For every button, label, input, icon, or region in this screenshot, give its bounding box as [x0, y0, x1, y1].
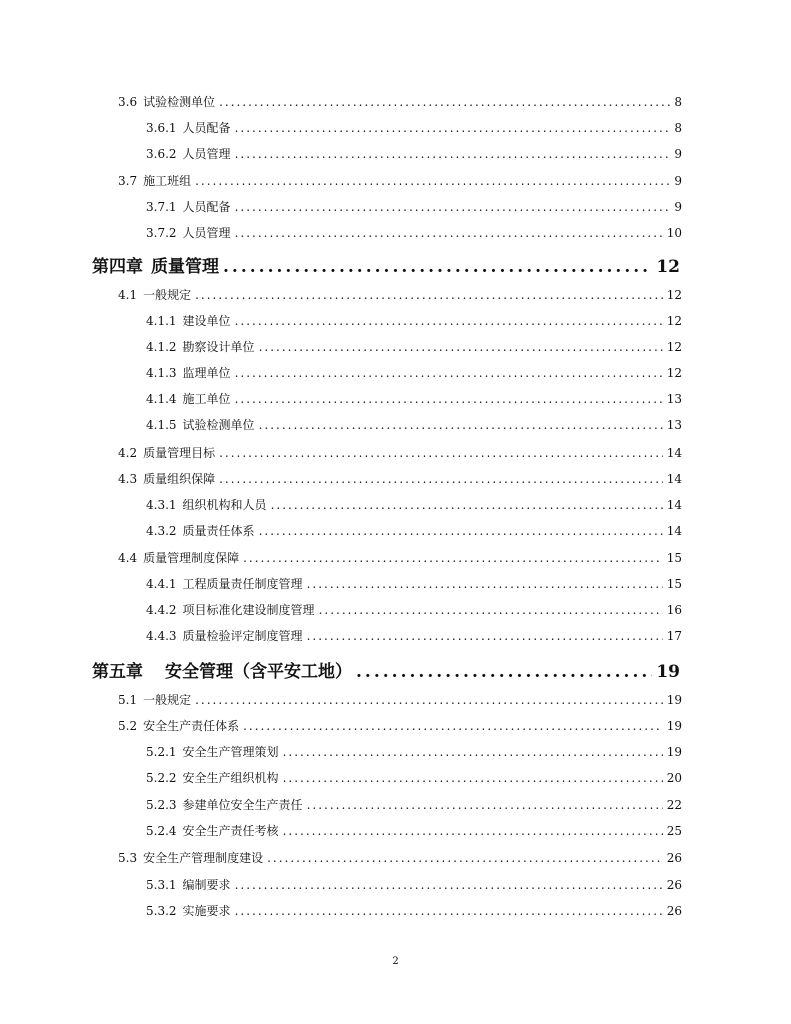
toc-entry-number: 5.3	[118, 851, 138, 865]
toc-entry-title: 质量管理	[151, 257, 219, 277]
toc-entry-number: 5.2.2	[146, 771, 177, 785]
toc-entry-number: 第五章	[92, 662, 143, 682]
toc-entry-page: 14	[666, 524, 682, 538]
toc-entry-page: 12	[656, 257, 680, 277]
toc-entry-page: 17	[666, 629, 682, 643]
toc-entry-title: 人员配备	[182, 121, 231, 135]
toc-entry-title: 人员配备	[182, 200, 231, 214]
toc-entry-title: 安全管理（含平安工地）	[165, 662, 352, 682]
toc-entry-page: 15	[666, 577, 682, 591]
toc-entry-title: 工程质量责任制度管理	[182, 577, 303, 591]
toc-entry[interactable]	[146, 796, 682, 813]
toc-leader-dots	[283, 771, 663, 785]
toc-entry-number: 3.7	[118, 174, 138, 188]
toc-entry-title: 质量组织保障	[143, 472, 216, 486]
toc-entry-page: 9	[674, 174, 682, 188]
toc-entry-number: 4.1.4	[146, 392, 177, 406]
toc-leader-dots	[356, 662, 652, 682]
toc-entry-title: 质量责任体系	[182, 524, 255, 538]
toc-entry[interactable]	[118, 286, 682, 303]
toc-entry-title: 监理单位	[182, 366, 231, 380]
toc-entry-number: 4.4.1	[146, 577, 177, 591]
toc-leader-dots	[219, 95, 670, 109]
toc-entry[interactable]	[146, 312, 682, 329]
toc-entry-title: 项目标准化建设制度管理	[182, 603, 315, 617]
toc-leader-dots	[195, 288, 663, 302]
toc-entry-title: 质量管理制度保障	[143, 551, 240, 565]
toc-entry[interactable]	[118, 470, 682, 487]
toc-entry-page: 26	[666, 904, 682, 918]
toc-entry-title: 人员管理	[182, 147, 231, 161]
toc-leader-dots	[259, 340, 663, 354]
toc-entry-page: 22	[666, 798, 682, 812]
toc-entry[interactable]	[146, 145, 682, 162]
toc-entry-page: 19	[666, 745, 682, 759]
toc-entry-number: 3.6.2	[146, 147, 177, 161]
toc-leader-dots	[235, 392, 663, 406]
toc-entry-title: 安全生产管理制度建设	[143, 851, 264, 865]
toc-entry-title: 施工班组	[143, 174, 192, 188]
toc-entry-page: 20	[666, 771, 682, 785]
toc-leader-dots	[243, 551, 663, 565]
toc-leader-dots	[235, 314, 663, 328]
page-number: 2	[392, 956, 399, 967]
toc-entry-number: 4.2	[118, 446, 138, 460]
toc-entry-title: 建设单位	[182, 314, 231, 328]
toc-entry-page: 13	[666, 392, 682, 406]
toc-leader-dots	[267, 851, 663, 865]
toc-entry-page: 19	[666, 719, 682, 733]
toc-entry[interactable]	[146, 416, 682, 433]
toc-leader-dots	[235, 200, 671, 214]
toc-leader-dots	[195, 693, 663, 707]
toc-entry-page: 16	[666, 603, 682, 617]
toc-entry[interactable]	[118, 444, 682, 461]
toc-entry[interactable]	[146, 522, 682, 539]
toc-entry[interactable]	[146, 822, 682, 839]
toc-entry-number: 5.2	[118, 719, 138, 733]
toc-entry-number: 4.4.3	[146, 629, 177, 643]
toc-entry-title: 一般规定	[143, 288, 192, 302]
toc-entry-number: 5.2.1	[146, 745, 177, 759]
toc-entry-page: 19	[666, 693, 682, 707]
toc-leader-dots	[259, 418, 663, 432]
toc-entry-title: 组织机构和人员	[182, 498, 267, 512]
toc-entry-title: 安全生产责任考核	[182, 824, 279, 838]
toc-leader-dots	[307, 798, 663, 812]
toc-entry-number: 4.4	[118, 551, 138, 565]
toc-entry[interactable]	[146, 496, 682, 513]
toc-entry-title: 编制要求	[182, 878, 231, 892]
toc-leader-dots	[219, 472, 663, 486]
toc-entry-page: 8	[674, 95, 682, 109]
toc-entry-title: 施工单位	[182, 392, 231, 406]
toc-entry-page: 25	[666, 824, 682, 838]
toc-entry[interactable]	[146, 876, 682, 893]
toc-entry-title: 试验检测单位	[182, 418, 255, 432]
toc-entry[interactable]	[146, 198, 682, 215]
toc-entry-page: 14	[666, 498, 682, 512]
toc-leader-dots	[195, 174, 670, 188]
toc-entry-page: 26	[666, 878, 682, 892]
toc-entry-number: 5.1	[118, 693, 138, 707]
toc-leader-dots	[235, 878, 663, 892]
toc-entry-number: 4.1.5	[146, 418, 177, 432]
toc-leader-dots	[223, 257, 652, 277]
toc-entry[interactable]	[146, 390, 682, 407]
toc-entry-number: 5.3.1	[146, 878, 177, 892]
toc-entry-title: 人员管理	[182, 226, 231, 240]
toc-entry-number: 4.1.2	[146, 340, 177, 354]
toc-entry-page: 14	[666, 446, 682, 460]
toc-leader-dots	[235, 226, 663, 240]
toc-entry-title: 安全生产管理策划	[182, 745, 279, 759]
toc-entry[interactable]	[146, 364, 682, 381]
toc-entry[interactable]	[146, 338, 682, 355]
toc-entry-number: 4.3.1	[146, 498, 177, 512]
toc-entry-title: 参建单位安全生产责任	[182, 798, 303, 812]
toc-leader-dots	[307, 629, 663, 643]
toc-leader-dots	[271, 498, 663, 512]
toc-entry-page: 12	[666, 340, 682, 354]
toc-entry-title: 实施要求	[182, 904, 231, 918]
toc-entry-page: 12	[666, 314, 682, 328]
toc-entry[interactable]	[146, 575, 682, 592]
toc-entry-title: 勘察设计单位	[182, 340, 255, 354]
toc-leader-dots	[243, 719, 663, 733]
toc-entry[interactable]	[146, 769, 682, 786]
toc-entry[interactable]	[118, 691, 682, 708]
toc-entry-number: 5.2.4	[146, 824, 177, 838]
toc-entry-page: 15	[666, 551, 682, 565]
toc-leader-dots	[307, 577, 663, 591]
toc-entry-title: 质量检验评定制度管理	[182, 629, 303, 643]
toc-entry-page: 12	[666, 366, 682, 380]
toc-entry-page: 8	[674, 121, 682, 135]
toc-leader-dots	[235, 904, 663, 918]
toc-entry-number: 3.6.1	[146, 121, 177, 135]
toc-entry-page: 10	[666, 226, 682, 240]
toc-entry[interactable]	[146, 224, 682, 241]
toc-leader-dots	[283, 824, 663, 838]
toc-entry[interactable]	[146, 119, 682, 136]
toc-entry-number: 4.1.1	[146, 314, 177, 328]
toc-leader-dots	[235, 121, 671, 135]
toc-entry-page: 14	[666, 472, 682, 486]
toc-entry-page: 26	[666, 851, 682, 865]
toc-entry-page: 9	[674, 147, 682, 161]
toc-entry[interactable]	[118, 849, 682, 866]
toc-leader-dots	[259, 524, 663, 538]
toc-entry-number: 3.7.2	[146, 226, 177, 240]
toc-entry-page: 13	[666, 418, 682, 432]
toc-entry-number: 4.3	[118, 472, 138, 486]
toc-leader-dots	[235, 366, 663, 380]
toc-entry[interactable]	[118, 93, 682, 110]
toc-entry[interactable]	[92, 252, 680, 277]
toc-leader-dots	[319, 603, 663, 617]
toc-entry-title: 安全生产组织机构	[182, 771, 279, 785]
toc-leader-dots	[283, 745, 663, 759]
toc-entry-title: 质量管理目标	[143, 446, 216, 460]
toc-entry-number: 第四章	[92, 257, 143, 277]
toc-entry-number: 4.3.2	[146, 524, 177, 538]
toc-entry[interactable]	[146, 601, 682, 618]
toc-leader-dots	[235, 147, 671, 161]
toc-entry-title: 一般规定	[143, 693, 192, 707]
toc-entry-number: 3.7.1	[146, 200, 177, 214]
toc-entry-page: 19	[656, 662, 680, 682]
toc-entry-number: 5.3.2	[146, 904, 177, 918]
toc-entry-number: 4.1	[118, 288, 138, 302]
toc-entry[interactable]	[146, 743, 682, 760]
toc-entry-number: 5.2.3	[146, 798, 177, 812]
toc-entry[interactable]	[118, 549, 682, 566]
toc-entry-number: 4.4.2	[146, 603, 177, 617]
toc-entry[interactable]	[118, 172, 682, 189]
toc-entry-title: 试验检测单位	[143, 95, 216, 109]
toc-entry-number: 3.6	[118, 95, 138, 109]
toc-leader-dots	[219, 446, 663, 460]
toc-entry[interactable]	[118, 717, 682, 734]
toc-entry[interactable]	[146, 902, 682, 919]
toc-entry[interactable]	[146, 627, 682, 644]
toc-entry[interactable]	[92, 657, 680, 682]
toc-entry-number: 4.1.3	[146, 366, 177, 380]
toc-entry-page: 12	[666, 288, 682, 302]
toc-entry-page: 9	[674, 200, 682, 214]
toc-entry-title: 安全生产责任体系	[143, 719, 240, 733]
